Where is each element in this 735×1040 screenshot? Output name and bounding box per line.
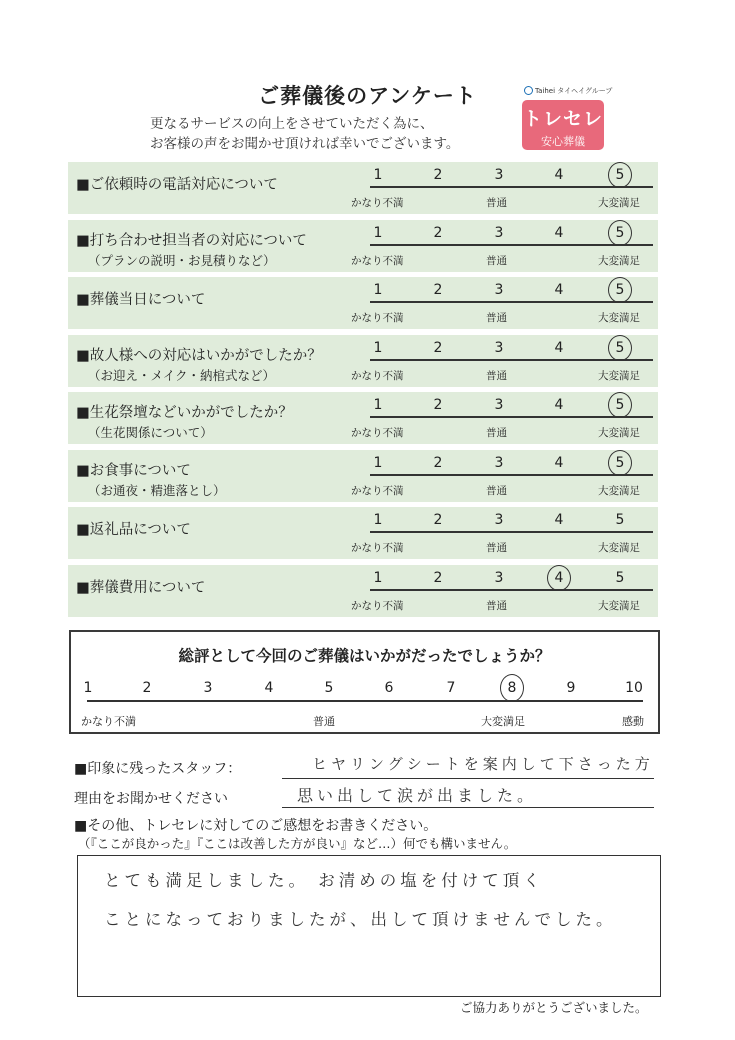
other-hint: （『ここが良かった』『ここは改善した方が良い』など…）何でも構いません。 xyxy=(78,836,517,851)
scale-number[interactable]: 1 xyxy=(373,167,383,183)
summary-box xyxy=(69,630,660,734)
brand-name: トレセレ xyxy=(522,108,603,130)
comment-line-1: とても満足しました。 お清めの塩を付けて頂く xyxy=(104,871,544,890)
answer-circle xyxy=(608,335,632,361)
scale-number[interactable]: 3 xyxy=(494,340,504,356)
scale-number[interactable]: 3 xyxy=(494,512,504,528)
brand-logo xyxy=(522,100,604,150)
intro-line-2: お客様の声をお聞かせ頂ければ幸いでございます。 xyxy=(150,136,460,152)
scale-number[interactable]: 3 xyxy=(494,282,504,298)
question-row xyxy=(68,277,658,329)
scale-number[interactable]: 5 xyxy=(615,455,625,471)
summary-number[interactable]: 5 xyxy=(324,680,334,696)
other-label: ■その他、トレセレに対してのご感想をお書きください。 xyxy=(74,818,438,834)
scale-line xyxy=(370,359,653,361)
scale-number[interactable]: 3 xyxy=(494,225,504,241)
summary-label-mid: 普通 xyxy=(313,715,335,728)
scale-number[interactable]: 5 xyxy=(615,397,625,413)
staff-label: ■印象に残ったスタッフ： xyxy=(74,761,242,777)
question-subtitle: （プランの説明・お見積りなど） xyxy=(88,253,276,268)
summary-scale-line xyxy=(87,700,643,702)
comment-box xyxy=(77,855,661,997)
scale-number[interactable]: 2 xyxy=(433,570,443,586)
question-title: ■葬儀費用について xyxy=(76,580,206,596)
scale-label-low: かなり不満 xyxy=(351,370,404,382)
summary-number[interactable]: 3 xyxy=(203,680,213,696)
scale-number[interactable]: 4 xyxy=(554,282,564,298)
scale-number[interactable]: 4 xyxy=(554,225,564,241)
summary-number[interactable]: 9 xyxy=(566,680,576,696)
scale-number[interactable]: 4 xyxy=(554,167,564,183)
summary-question: 総評として今回のご葬儀はいかがだったでしょうか？ xyxy=(178,647,551,665)
question-row xyxy=(68,392,658,444)
summary-number[interactable]: 8 xyxy=(507,680,517,696)
summary-label-top: 感動 xyxy=(622,715,644,728)
scale-number[interactable]: 5 xyxy=(615,225,625,241)
scale-number[interactable]: 5 xyxy=(615,570,625,586)
scale-label-low: かなり不満 xyxy=(351,542,404,554)
scale-line xyxy=(370,416,653,418)
reason-answer: 思い出して涙が出ました。 xyxy=(297,786,538,805)
answer-circle xyxy=(608,392,632,418)
answer-circle xyxy=(547,565,571,591)
scale-number[interactable]: 1 xyxy=(373,225,383,241)
scale-number[interactable]: 4 xyxy=(554,397,564,413)
scale-label-high: 大変満足 xyxy=(598,600,640,612)
scale-label-mid: 普通 xyxy=(486,255,507,267)
scale-number[interactable]: 3 xyxy=(494,397,504,413)
scale-number[interactable]: 2 xyxy=(433,512,443,528)
scale-line xyxy=(370,301,653,303)
summary-number[interactable]: 4 xyxy=(264,680,274,696)
question-row xyxy=(68,450,658,502)
scale-number[interactable]: 4 xyxy=(554,570,564,586)
question-row xyxy=(68,220,658,272)
scale-number[interactable]: 2 xyxy=(433,397,443,413)
scale-label-high: 大変満足 xyxy=(598,197,640,209)
question-title: ■返礼品について xyxy=(76,522,191,538)
summary-answer-circle xyxy=(500,674,524,702)
scale-number[interactable]: 1 xyxy=(373,570,383,586)
scale-label-mid: 普通 xyxy=(486,197,507,209)
scale-number[interactable]: 5 xyxy=(615,340,625,356)
scale-number[interactable]: 1 xyxy=(373,512,383,528)
scale-number[interactable]: 2 xyxy=(433,225,443,241)
question-row xyxy=(68,507,658,559)
question-title: ■お食事について xyxy=(76,463,191,479)
scale-label-low: かなり不満 xyxy=(351,312,404,324)
answer-circle xyxy=(608,220,632,246)
scale-line xyxy=(370,531,653,533)
question-subtitle: （お迎え・メイク・納棺式など） xyxy=(88,368,276,383)
scale-line xyxy=(370,589,653,591)
reason-label: 理由をお聞かせください xyxy=(74,791,228,807)
scale-number[interactable]: 1 xyxy=(373,340,383,356)
question-title: ■葬儀当日について xyxy=(76,292,206,308)
scale-label-high: 大変満足 xyxy=(598,542,640,554)
scale-number[interactable]: 2 xyxy=(433,282,443,298)
scale-label-mid: 普通 xyxy=(486,485,507,497)
summary-label-low: かなり不満 xyxy=(81,715,136,728)
answer-circle xyxy=(608,450,632,476)
scale-number[interactable]: 2 xyxy=(433,167,443,183)
scale-label-mid: 普通 xyxy=(486,370,507,382)
question-subtitle: （生花関係について） xyxy=(88,425,213,440)
scale-number[interactable]: 1 xyxy=(373,282,383,298)
scale-number[interactable]: 5 xyxy=(615,167,625,183)
group-logo-text: Taihei タイヘイグループ xyxy=(535,87,613,95)
scale-number[interactable]: 1 xyxy=(373,455,383,471)
question-title: ■打ち合わせ担当者の対応について xyxy=(76,233,307,249)
scale-line xyxy=(370,474,653,476)
scale-label-high: 大変満足 xyxy=(598,485,640,497)
scale-label-high: 大変満足 xyxy=(598,255,640,267)
scale-number[interactable]: 5 xyxy=(615,282,625,298)
page-title: ご葬儀後のアンケート xyxy=(258,84,477,108)
scale-label-high: 大変満足 xyxy=(598,427,640,439)
scale-number[interactable]: 2 xyxy=(433,340,443,356)
scale-label-low: かなり不満 xyxy=(351,600,404,612)
scale-label-high: 大変満足 xyxy=(598,370,640,382)
scale-number[interactable]: 3 xyxy=(494,167,504,183)
scale-line xyxy=(370,186,653,188)
scale-line xyxy=(370,244,653,246)
scale-label-low: かなり不満 xyxy=(351,427,404,439)
scale-number[interactable]: 4 xyxy=(554,455,564,471)
scale-number[interactable]: 2 xyxy=(433,455,443,471)
scale-label-mid: 普通 xyxy=(486,600,507,612)
reason-underline xyxy=(282,807,654,808)
question-title: ■故人様への対応はいかがでしたか？ xyxy=(76,348,322,364)
answer-circle xyxy=(608,277,632,303)
scale-label-mid: 普通 xyxy=(486,427,507,439)
summary-number[interactable]: 2 xyxy=(142,680,152,696)
staff-answer: ヒヤリングシートを案内して下さった方 xyxy=(312,755,654,773)
comment-line-2: ことになっておりましたが、出して頂けませんでした。 xyxy=(104,910,617,929)
summary-number[interactable]: 7 xyxy=(446,680,456,696)
question-title: ■ご依頼時の電話対応について xyxy=(76,177,278,193)
intro-line-1: 更なるサービスの向上をさせていただく為に、 xyxy=(150,116,434,132)
scale-label-mid: 普通 xyxy=(486,312,507,324)
scale-number[interactable]: 4 xyxy=(554,512,564,528)
scale-label-high: 大変満足 xyxy=(598,312,640,324)
summary-number[interactable]: 1 xyxy=(83,680,93,696)
question-subtitle: （お通夜・精進落とし） xyxy=(88,483,226,498)
answer-circle xyxy=(608,162,632,188)
scale-label-mid: 普通 xyxy=(486,542,507,554)
group-logo xyxy=(524,86,612,96)
question-row xyxy=(68,565,658,617)
question-title: ■生花祭壇などいかがでしたか？ xyxy=(76,405,293,421)
taihei-logo-icon xyxy=(524,86,533,95)
summary-label-high: 大変満足 xyxy=(481,715,525,728)
thanks-text: ご協力ありがとうございました。 xyxy=(460,1000,648,1015)
staff-underline xyxy=(282,778,654,779)
scale-number[interactable]: 5 xyxy=(615,512,625,528)
scale-label-low: かなり不満 xyxy=(351,255,404,267)
brand-sub: 安心葬儀 xyxy=(541,135,585,148)
scale-label-low: かなり不満 xyxy=(351,197,404,209)
question-row xyxy=(68,335,658,387)
summary-number[interactable]: 10 xyxy=(625,680,643,696)
scale-label-low: かなり不満 xyxy=(351,485,404,497)
question-row xyxy=(68,162,658,214)
scale-number[interactable]: 1 xyxy=(373,397,383,413)
summary-number[interactable]: 6 xyxy=(384,680,394,696)
scale-number[interactable]: 4 xyxy=(554,340,564,356)
scale-number[interactable]: 3 xyxy=(494,570,504,586)
scale-number[interactable]: 3 xyxy=(494,455,504,471)
